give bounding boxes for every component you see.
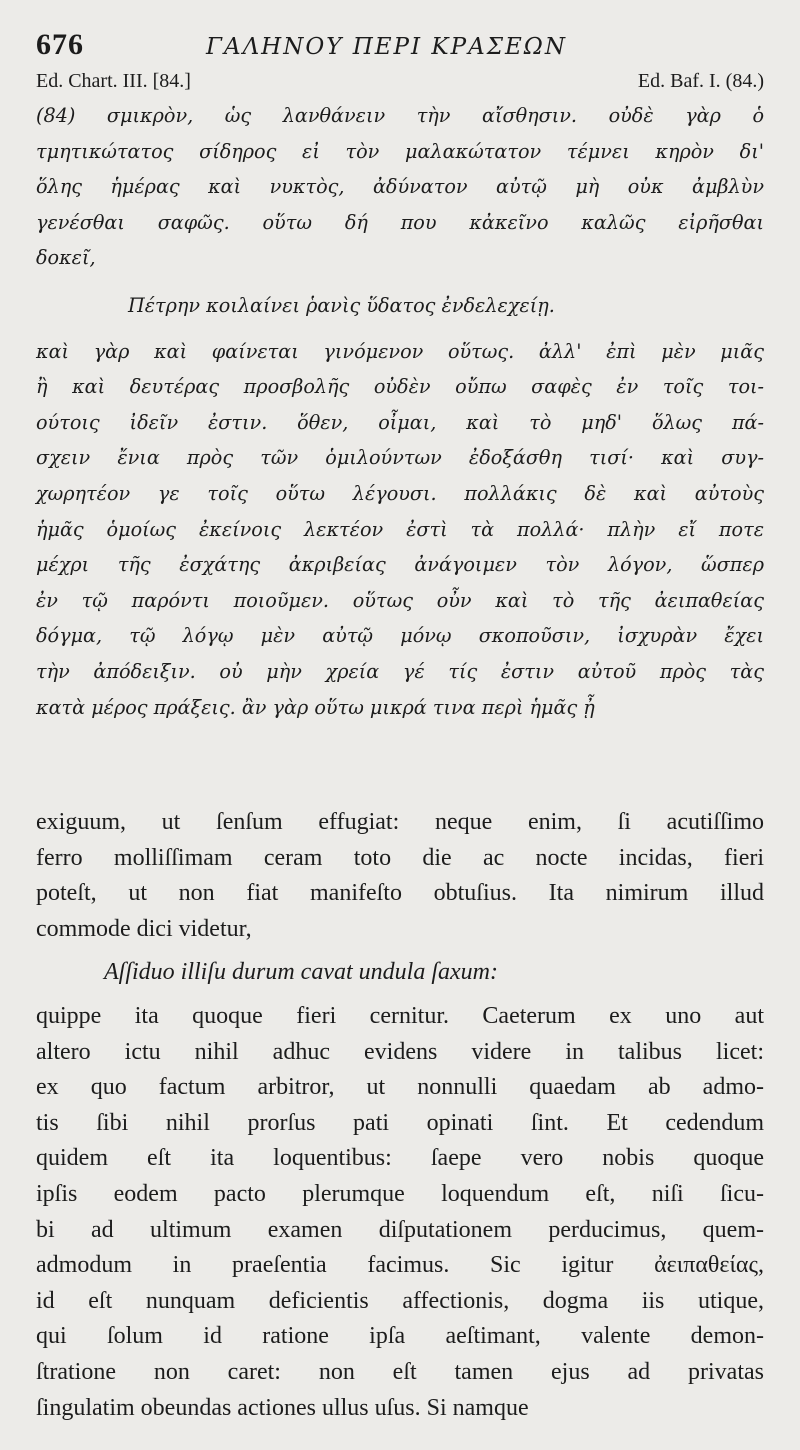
page-header xyxy=(36,28,764,66)
text-line: ούτοις ἰδεῖν ἐστιν. ὅθεν, οἶμαι, καὶ τὸ μηδ' ὅλως πά- xyxy=(36,410,764,434)
text-line: exiguum, ut ſenſum effugiat: neque enim, ſi acutiſſimo xyxy=(36,809,764,836)
text-line: σχειν ἔνια πρὸς τῶν ὁμιλούντων ἐδοξάσθη τισί· καὶ συγ- xyxy=(36,446,764,470)
text-line: ὅλης ἡμέρας καὶ νυκτὸς, ἀδύνατον αὐτῷ μὴ οὐκ ἀμβλὺν xyxy=(36,175,764,199)
greek-paragraph-1 xyxy=(36,98,764,276)
running-title: ΓΑΛΗΝΟΥ ΠΕΡΙ ΚΡΑΣΕΩΝ xyxy=(206,34,567,60)
text-line: admodum in praeſentia facimus. Sic igitur ἀειπαθείας, xyxy=(36,1252,764,1279)
text-line: ex quo factum arbitror, ut nonnulli quaedam ab admo- xyxy=(36,1074,764,1101)
text-line: tis ſibi nihil prorſus pati opinati ſint. Et cedendum xyxy=(36,1109,764,1136)
text-line: bi ad ultimum examen diſputationem perducimus, quem- xyxy=(36,1216,764,1243)
text-line: ἐν τῷ παρόντι ποιοῦμεν. οὕτως οὖν καὶ τὸ τῆς ἀειπαθείας xyxy=(36,588,764,612)
text-line: ἢ καὶ δευτέρας προσβολῆς οὐδὲν οὔπω σαφὲς ἐν τοῖς τοι- xyxy=(36,375,764,399)
text-line: qui ſolum id ratione ipſa aeſtimant, valente demon- xyxy=(36,1323,764,1350)
text-line: δόγμα, τῷ λόγῳ μὲν αὐτῷ μόνῳ σκοποῦσιν, ἰσχυρὰν ἔχει xyxy=(36,624,764,648)
text-line: κατὰ μέρος πράξεις. ἂν γὰρ οὕτω μικρά τινα περὶ ἡμᾶς ᾖ xyxy=(36,695,595,719)
text-line: μέχρι τῆς ἐσχάτης ἀκριβείας ἀνάγοιμεν τὸν λόγον, ὥσπερ xyxy=(36,553,764,577)
text-line: γενέσθαι σαφῶς. οὕτω δή που κἀκεῖνο καλῶς εἰρῆσθαι xyxy=(36,210,764,234)
page-number: 676 xyxy=(36,28,84,61)
text-line: τὴν ἀπόδειξιν. οὐ μὴν χρεία γέ τίς ἐστιν αὐτοῦ πρὸς τὰς xyxy=(36,659,764,683)
text-line: poteſt, ut non fiat manifeſto obtuſius. Ita nimirum illud xyxy=(36,880,764,907)
text-line: ſingulatim obeundas actiones ullus uſus. Si namque xyxy=(36,1394,529,1421)
column-gap xyxy=(36,725,764,805)
text-line: altero ictu nihil adhuc evidens videre in talibus licet: xyxy=(36,1038,764,1065)
latin-paragraph-2 xyxy=(36,999,764,1426)
text-line: (84) σμικρὸν, ὡς λανθάνειν τὴν αἴσθησιν. οὐδὲ γὰρ ὁ xyxy=(36,104,764,127)
text-line: id eſt nunquam deficientis affectionis, dogma iis utique, xyxy=(36,1287,764,1314)
greek-verse-quote: Πέτρην κοιλαίνει ῥανὶς ὕδατος ἐνδελεχείῃ. xyxy=(128,293,555,317)
edition-chartier: Ed. Chart. III. [84.] xyxy=(36,70,191,92)
edition-references xyxy=(36,70,764,98)
text-line: quidem eſt ita loquentibus: ſaepe vero nobis quoque xyxy=(36,1145,764,1172)
latin-paragraph-1 xyxy=(36,805,764,947)
edition-basel: Ed. Baf. I. (84.) xyxy=(637,70,764,92)
greek-paragraph-2 xyxy=(36,334,764,726)
text-line: ferro molliſſimam ceram toto die ac nocte incidas, fieri xyxy=(36,844,764,871)
text-line: ſtratione non caret: non eſt tamen ejus ad privatas xyxy=(36,1359,764,1385)
text-line: ἡμᾶς ὁμοίως ἐκείνοις λεκτέον ἐστὶ τὰ πολλά· πλὴν εἴ ποτε xyxy=(36,517,764,541)
text-line: δοκεῖ, xyxy=(36,246,96,270)
latin-verse-quote: Aſſiduo illiſu durum cavat undula ſaxum: xyxy=(104,959,498,986)
text-line: quippe ita quoque fieri cernitur. Caeterum ex uno aut xyxy=(36,1003,764,1030)
text-line: καὶ γὰρ καὶ φαίνεται γινόμενον οὕτως. ἀλλ' ἐπὶ μὲν μιᾶς xyxy=(36,339,764,363)
text-line: ipſis eodem pacto plerumque loquendum eſt, niſi ſicu- xyxy=(36,1181,764,1208)
text-line: τμητικώτατος σίδηρος εἰ τὸν μαλακώτατον τέμνει κηρὸν δι' xyxy=(36,139,764,163)
text-line: χωρητέον γε τοῖς οὕτω λέγουσι. πολλάκις δὲ καὶ αὐτοὺς xyxy=(36,481,764,505)
text-line: commode dici videtur, xyxy=(36,915,252,942)
